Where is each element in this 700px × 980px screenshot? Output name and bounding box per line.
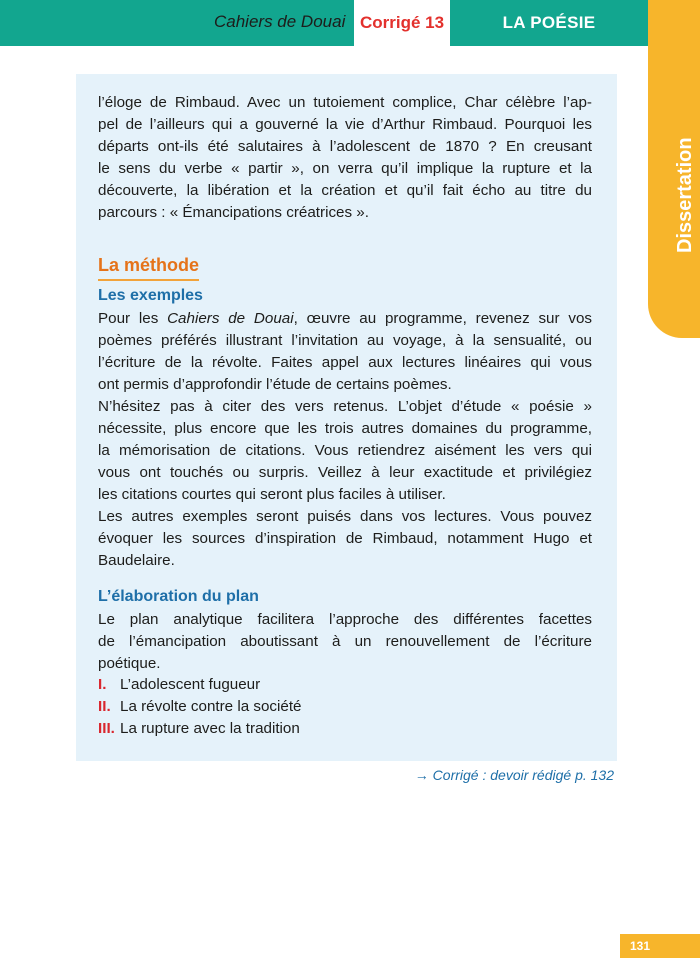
plan-item-number: I. xyxy=(98,676,107,693)
plan-item-number: II. xyxy=(98,698,111,715)
plan-heading: L’élaboration du plan xyxy=(98,588,259,605)
page-number: 131 xyxy=(620,934,700,958)
text-line: la mémorisation de citations. Vous retiendrez aisément les vers qui xyxy=(98,442,592,459)
plan-list xyxy=(98,674,302,740)
text-fragment: , œuvre au programme, revenez sur vos xyxy=(293,310,592,327)
text-line: pel de l’ailleurs qui a gouverné la vie d’Arthur Rimbaud. Pourquoi les xyxy=(98,116,592,133)
plan-item-label: La rupture avec la tradition xyxy=(120,720,300,737)
text-line: découverte, la libération et la création et qu’il fait écho au titre du xyxy=(98,182,592,199)
text-line: évoquer les sources d’inspiration de Rimbaud, notamment Hugo et xyxy=(98,530,592,547)
header-book-title: Cahiers de Douai xyxy=(214,12,346,31)
side-tab-label: Dissertation xyxy=(674,137,696,253)
text-line: N’hésitez pas à citer des vers retenus. L’objet d’étude « poésie » xyxy=(98,398,592,415)
plan-item xyxy=(98,674,302,696)
text-line: de l’émancipation aboutissant à un renouvellement de l’écriture xyxy=(98,633,592,650)
exemples-heading: Les exemples xyxy=(98,287,203,304)
text-line: départs ont-ils été salutaires à l’adolescent de 1870 ? En creusant xyxy=(98,138,592,155)
text-line: parcours : « Émancipations créatrices ». xyxy=(98,204,369,221)
text-line-first xyxy=(98,308,592,330)
text-line: ont permis d’approfondir l’étude de certains poèmes. xyxy=(98,376,452,393)
text-line: poèmes préférés illustrant l’invitation au voyage, à la sensualité, ou xyxy=(98,332,592,349)
text-line: le sens du verbe « partir », on verra qu’il implique la rupture et la xyxy=(98,160,592,177)
book-title-italic: Cahiers de Douai xyxy=(167,310,294,327)
text-line: poétique. xyxy=(98,655,161,672)
text-line: l’éloge de Rimbaud. Avec un tutoiement complice, Char célèbre l’ap- xyxy=(98,94,592,111)
text-line: Baudelaire. xyxy=(98,552,175,569)
text-fragment: Pour les xyxy=(98,310,168,327)
header-corrige-label: Corrigé 13 xyxy=(354,0,450,46)
plan-item-label: L’adolescent fugueur xyxy=(120,676,261,693)
corrige-reference-link[interactable]: → Corrigé : devoir rédigé p. 132 xyxy=(414,767,614,783)
text-line: l’écriture de la révolte. Faites appel aux lectures linéaires qui vous xyxy=(98,354,592,371)
text-line: Les autres exemples seront puisés dans vos lectures. Vous pouvez xyxy=(98,508,592,525)
text-line: les citations courtes qui seront plus faciles à utiliser. xyxy=(98,486,446,503)
text-line: nécessite, plus encore que les trois autres domaines du programme, xyxy=(98,420,592,437)
plan-item xyxy=(98,718,302,740)
exemples-paragraph xyxy=(98,308,592,572)
plan-item-label: La révolte contre la société xyxy=(120,698,302,715)
text-line: Le plan analytique facilitera l’approche des différentes facettes xyxy=(98,611,592,628)
text-line: vous ont touchés ou surpris. Veillez à leur exactitude et privilégiez xyxy=(98,464,592,481)
header-theme-label: LA POÉSIE xyxy=(502,13,596,32)
intro-paragraph xyxy=(98,92,592,224)
methode-heading: La méthode xyxy=(98,255,199,281)
plan-item-number: III. xyxy=(98,720,115,737)
plan-item xyxy=(98,696,302,718)
plan-paragraph xyxy=(98,609,592,675)
